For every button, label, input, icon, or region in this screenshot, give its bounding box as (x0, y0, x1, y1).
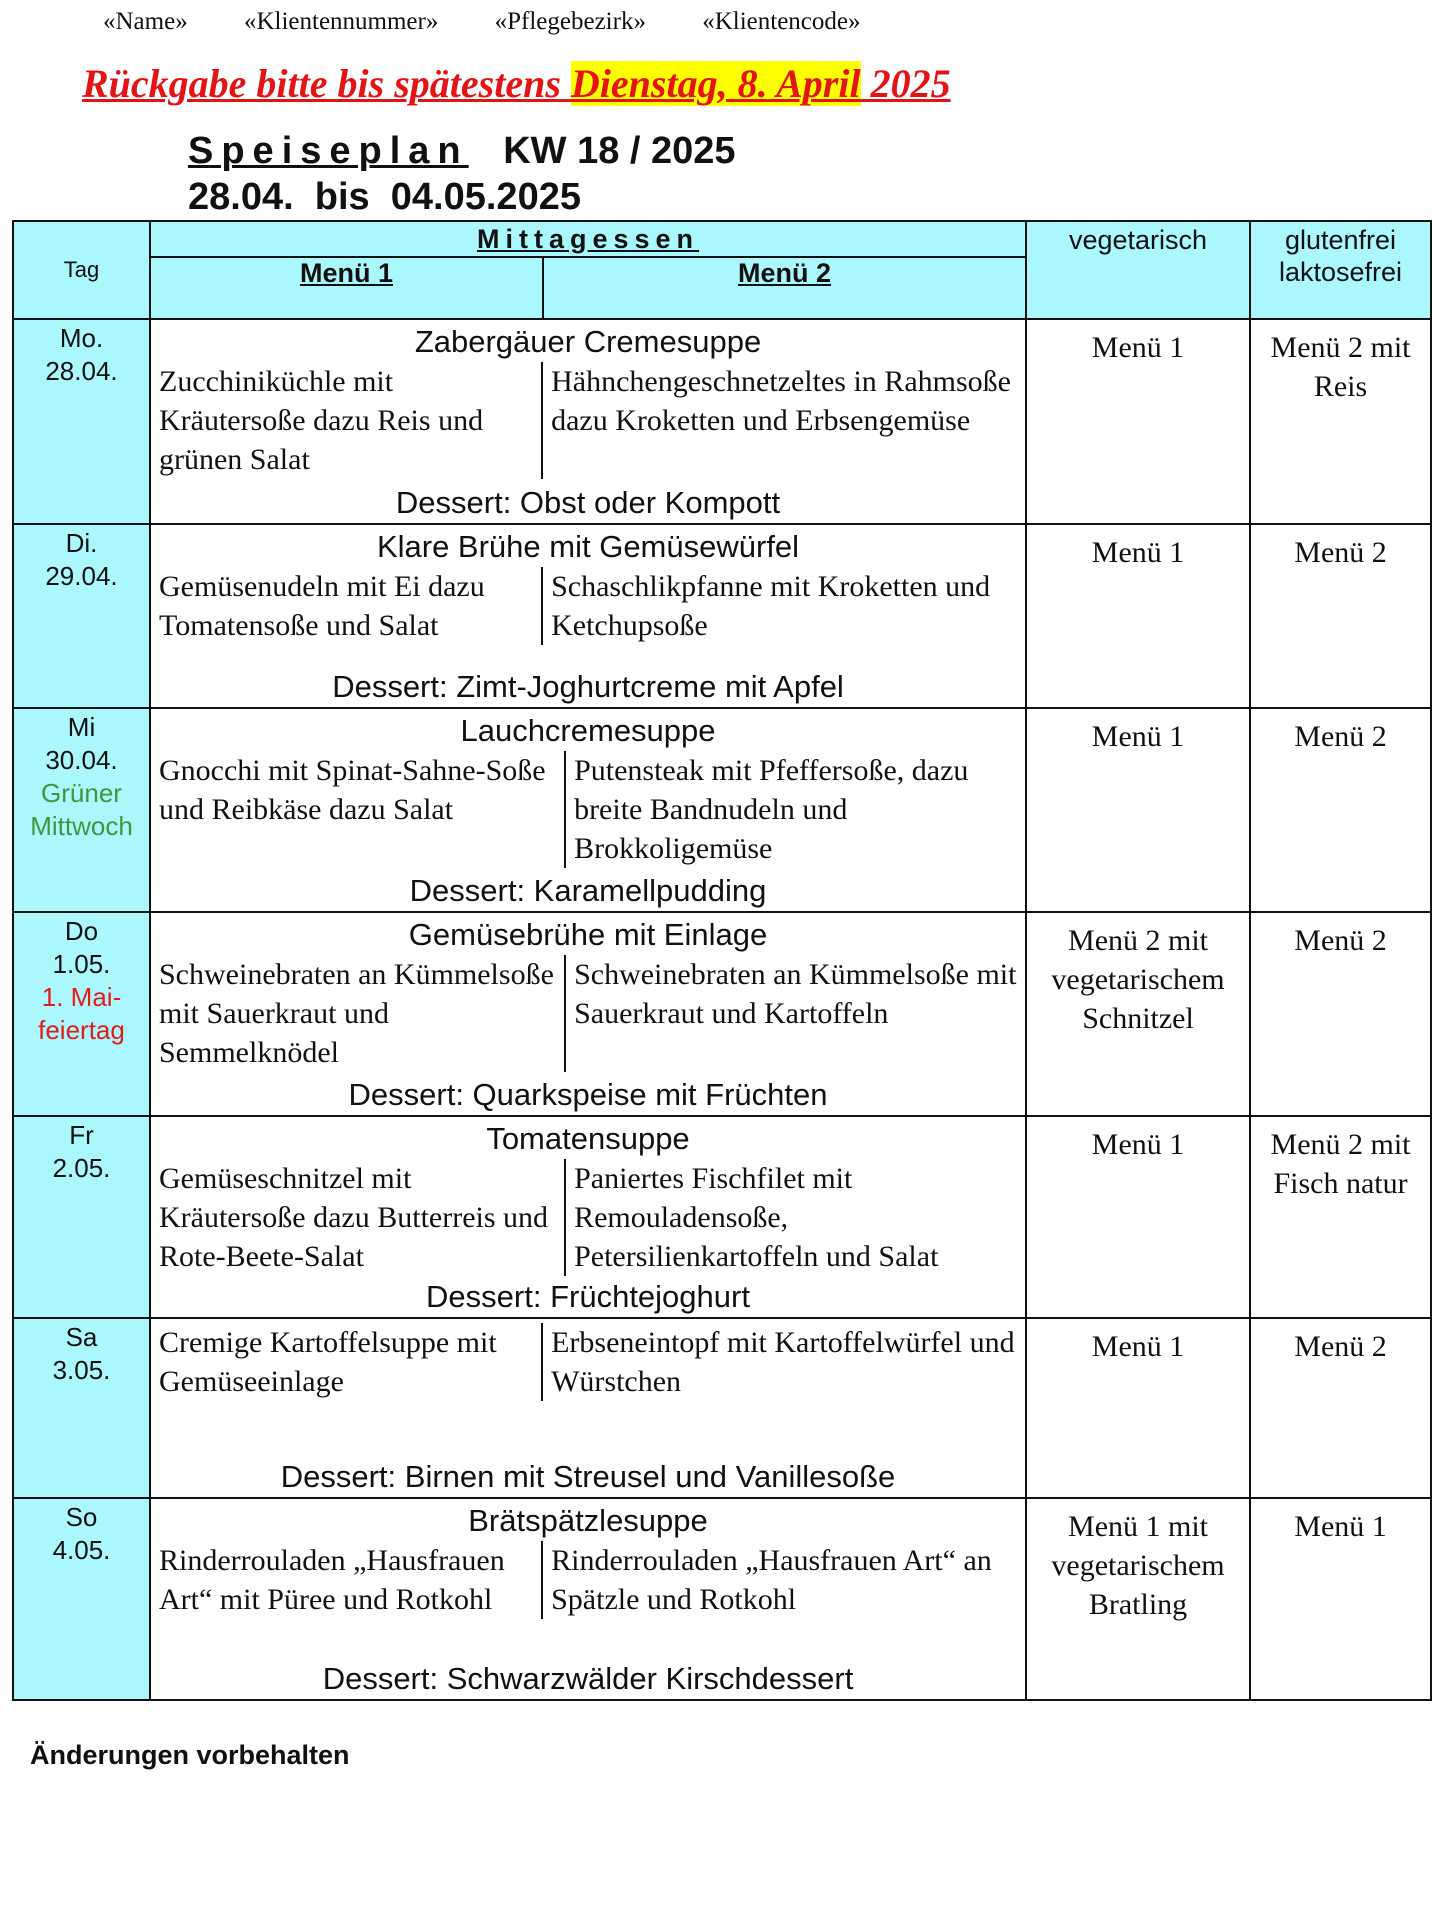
merge-field-client-number: «Klientennummer» (243, 8, 439, 35)
vegetarian-option: Menü 1 (1026, 1318, 1250, 1498)
meal-cell (150, 524, 1026, 708)
day-date: 3.05. (52, 1355, 111, 1385)
header-menu1: Menü 1 (150, 257, 543, 319)
soup (151, 1319, 1025, 1321)
title-speiseplan: Speiseplan (188, 130, 469, 172)
day-cell (13, 912, 150, 1116)
dessert: Dessert: Karamellpudding (409, 873, 767, 908)
menu2-dish: Hähnchengeschnetzeltes in Rahmsoße dazu Kroketten und Erbsengemüse (551, 365, 1011, 437)
glutenfree-option: Menü 2 (1250, 524, 1431, 708)
day-date: 29.04. (45, 561, 118, 591)
menu1-dish: Zucchiniküchle mit Kräutersoße dazu Reis und grünen Salat (151, 362, 543, 479)
merge-field-name: «Name» (103, 8, 188, 35)
glutenfree-option: Menü 2 (1250, 708, 1431, 912)
soup: Gemüsebrühe mit Einlage (408, 917, 768, 952)
header-glutenfree-label: glutenfrei (1284, 225, 1397, 255)
glutenfree-option: Menü 1 (1250, 1498, 1431, 1700)
meal-cell (150, 708, 1026, 912)
soup: Zabergäuer Cremesuppe (414, 324, 762, 359)
day-cell (13, 319, 150, 524)
day-date: 2.05. (52, 1153, 111, 1183)
day-date: 1.05. (52, 949, 111, 979)
day-name: Mi (67, 712, 96, 742)
header-lactosefree-label: laktosefrei (1278, 257, 1403, 287)
dishes (151, 1323, 1025, 1401)
title-week: KW 18 / 2025 (503, 130, 736, 172)
menu2-dish: Schweinebraten an Kümmelsoße mit Sauerkraut und Kartoffeln (574, 958, 1017, 1030)
soup: Klare Brühe mit Gemüsewürfel (376, 529, 800, 564)
menu2-dish: Paniertes Fischfilet mit Remouladensoße, Petersilienkartoffeln und Salat (574, 1162, 939, 1273)
dessert: Dessert: Zimt-Joghurtcreme mit Apfel (332, 669, 844, 704)
meal-cell (150, 1116, 1026, 1318)
day-date: 30.04. (45, 745, 118, 775)
menu1-dish: Gemüseschnitzel mit Kräutersoße dazu Butterreis und Rote-Beete-Salat (151, 1159, 566, 1276)
dishes (151, 1541, 1025, 1619)
menu1-dish: Gemüsenudeln mit Ei dazu Tomatensoße und Salat (151, 567, 543, 645)
table-row (13, 1318, 1431, 1498)
menu1-dish: Cremige Kartoffelsuppe mit Gemüseeinlage (151, 1323, 543, 1401)
return-note-highlight: Dienstag, 8. April (570, 61, 861, 106)
dessert: Dessert: Früchtejoghurt (426, 1279, 750, 1314)
meal-cell (150, 1498, 1026, 1700)
header-lunch: Mittagessen (150, 221, 1026, 257)
dishes (151, 955, 1025, 1072)
footer-note: Änderungen vorbehalten (30, 1740, 350, 1770)
menu1-dish: Gnocchi mit Spinat-Sahne-Soße und Reibkäse dazu Salat (151, 751, 566, 868)
menu2-dish: Rinderrouladen „Hausfrauen Art“ an Spätzle und Rotkohl (551, 1544, 992, 1616)
vegetarian-option: Menü 1 (1026, 319, 1250, 524)
dessert: Dessert: Schwarzwälder Kirschdessert (322, 1661, 854, 1696)
day-cell (13, 1498, 150, 1700)
day-name: So (65, 1502, 98, 1532)
day-note: 1. Mai-feiertag (38, 982, 125, 1045)
glutenfree-option: Menü 2 mit Fisch natur (1250, 1116, 1431, 1318)
soup: Lauchcremesuppe (460, 713, 716, 748)
page-title (188, 130, 736, 173)
dishes (151, 567, 1025, 645)
header-glutenfree (1250, 221, 1431, 319)
merge-field-client-code: «Klientencode» (702, 8, 861, 35)
day-cell (13, 1116, 150, 1318)
merge-field-care-district: «Pflegebezirk» (494, 8, 646, 35)
menu2-dish: Putensteak mit Pfeffersoße, dazu breite Bandnudeln und Brokkoligemüse (574, 754, 969, 865)
day-name: Do (64, 916, 99, 946)
day-cell (13, 1318, 150, 1498)
soup: Tomatensuppe (486, 1121, 690, 1156)
glutenfree-option: Menü 2 mit Reis (1250, 319, 1431, 524)
table-row (13, 708, 1431, 912)
vegetarian-option: Menü 1 (1026, 708, 1250, 912)
vegetarian-option: Menü 1 (1026, 1116, 1250, 1318)
meal-cell (150, 319, 1026, 524)
dessert: Dessert: Birnen mit Streusel und Vanillesoße (280, 1459, 896, 1494)
header-menu2: Menü 2 (543, 257, 1026, 319)
day-cell (13, 524, 150, 708)
header-day: Tag (13, 221, 150, 319)
day-name: Di. (65, 528, 98, 558)
return-note-suffix: 2025 (860, 61, 951, 106)
table-row (13, 1116, 1431, 1318)
vegetarian-option: Menü 1 (1026, 524, 1250, 708)
day-note: Grüner Mittwoch (30, 778, 133, 841)
day-name: Mo. (59, 323, 104, 353)
header-vegetarian: vegetarisch (1026, 221, 1250, 319)
menu1-dish: Rinderrouladen „Hausfrauen Art“ mit Püree und Rotkohl (151, 1541, 543, 1619)
merge-fields (103, 8, 908, 36)
dessert: Dessert: Quarkspeise mit Früchten (348, 1077, 828, 1112)
menu2-dish: Schaschlikpfanne mit Kroketten und Ketchupsoße (551, 570, 991, 642)
menu1-dish: Schweinebraten an Kümmelsoße mit Sauerkraut und Semmelknödel (151, 955, 566, 1072)
table-row (13, 319, 1431, 524)
day-name: Sa (65, 1322, 98, 1352)
menu-table (12, 220, 1432, 1701)
day-name: Fr (69, 1120, 94, 1150)
soup: Brätspätzlesuppe (468, 1503, 708, 1538)
dessert: Dessert: Obst oder Kompott (395, 485, 781, 520)
meal-cell (150, 1318, 1026, 1498)
table-row (13, 1498, 1431, 1700)
day-date: 4.05. (52, 1535, 111, 1565)
table-row (13, 524, 1431, 708)
return-note-prefix: Rückgabe bitte bis spätestens (82, 61, 571, 106)
glutenfree-option: Menü 2 (1250, 912, 1431, 1116)
day-date: 28.04. (45, 356, 118, 386)
table-row (13, 912, 1431, 1116)
day-cell (13, 708, 150, 912)
meal-cell (150, 912, 1026, 1116)
date-range: 28.04. bis 04.05.2025 (188, 176, 581, 218)
glutenfree-option: Menü 2 (1250, 1318, 1431, 1498)
return-deadline-note (82, 60, 951, 107)
vegetarian-option: Menü 1 mit vegetarischem Bratling (1026, 1498, 1250, 1700)
dishes (151, 362, 1025, 479)
dishes (151, 1159, 1025, 1276)
vegetarian-option: Menü 2 mit vegetarischem Schnitzel (1026, 912, 1250, 1116)
dishes (151, 751, 1025, 868)
menu2-dish: Erbseneintopf mit Kartoffelwürfel und Würstchen (551, 1326, 1015, 1398)
